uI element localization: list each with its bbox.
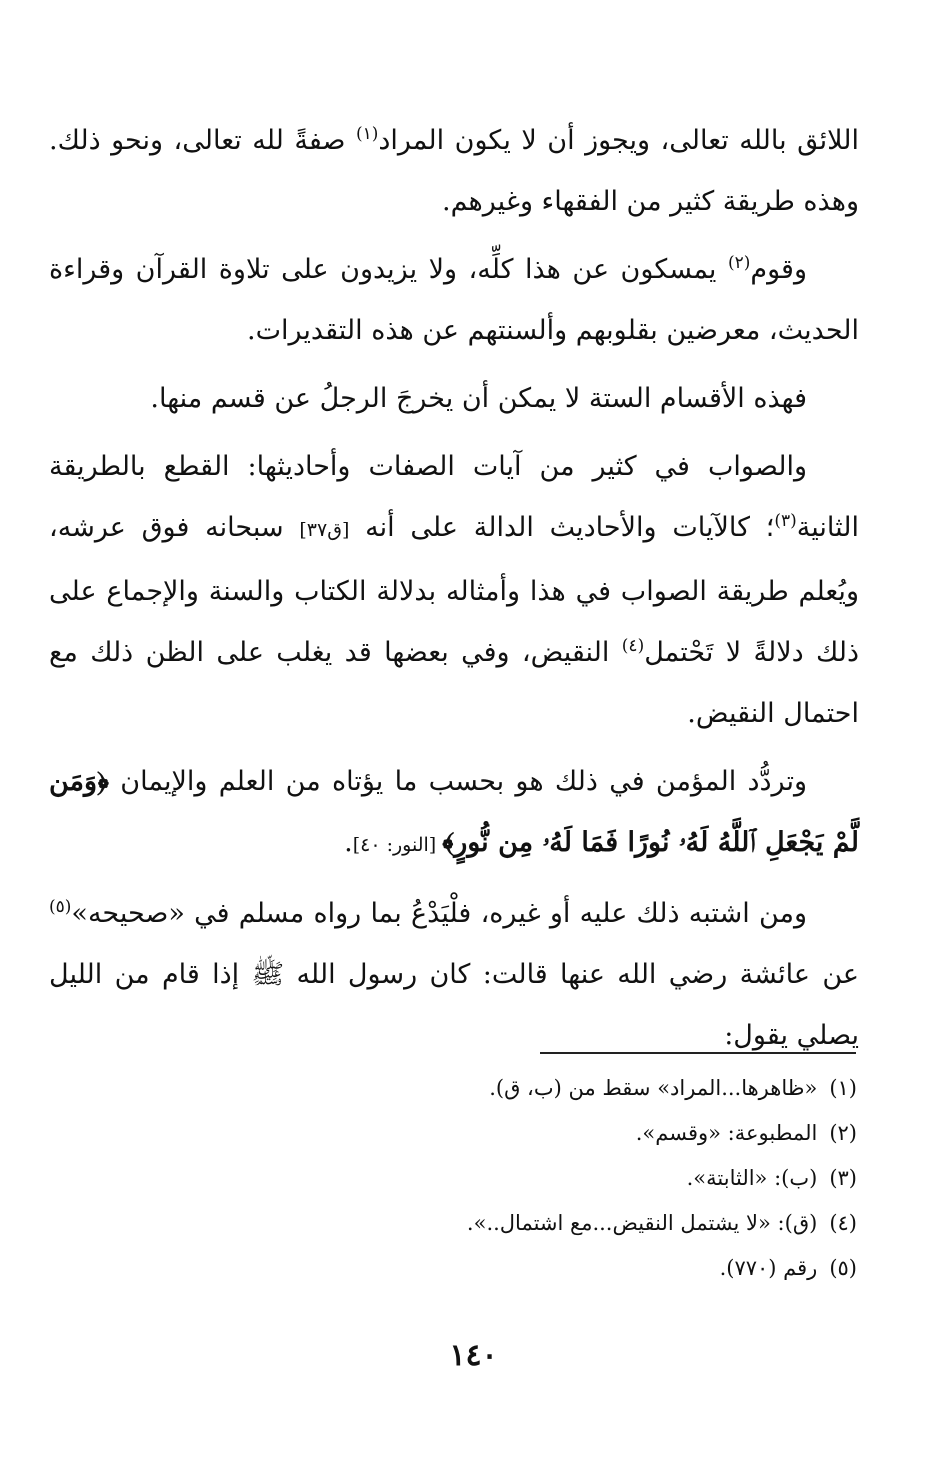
paragraph-text: . [344,827,353,858]
footnote-item [157,1246,857,1291]
footnote-text: «ظاهرها...المراد» سقط من (ب، ق). [489,1076,818,1100]
footnote-number: (١) [829,1076,857,1100]
paragraph-text: النقيض، وفي بعضها قد يغلب على الظن ذلك مع احتمال النقيض. [49,637,859,729]
paragraph-text: وقوم [750,254,807,285]
footnote-number: (٥) [829,1256,857,1280]
paragraph-text: ؛ كالآيات والأحاديث الدالة على أنه [349,512,775,543]
footnote-marker-2: (٢) [727,253,751,273]
footnote-text: (ق): «لا يشتمل النقيض...مع اشتمال..». [466,1211,818,1235]
footnote-number: (٢) [829,1121,857,1145]
paragraph-5 [49,751,859,876]
paragraph-1 [49,110,859,232]
footnote-number: (٣) [829,1166,857,1190]
paragraph-3 [49,368,859,429]
verse-citation: [النور: ٤٠] [352,834,443,856]
paragraph-2 [49,239,859,361]
paragraph-text: فهذه الأقسام الستة لا يمكن أن يخرجَ الرجلُ عن قسم منها. [150,383,807,414]
footnote-marker-4: (٤) [621,636,645,656]
paragraph-text: سبحانه فوق عرشه، ويُعلم طريقة الصواب في هذا وأمثاله بدلالة الكتاب والسنة والإجماع على ذلك دلالةً لا تَحْتمل [49,512,859,668]
paragraph-text: وتردُّد المؤمن في ذلك هو بحسب ما يؤتاه من العلم والإيمان [109,766,807,797]
paragraph-text: اللائق بالله تعالى، ويجوز أن لا يكون المراد [378,125,860,156]
footnote-text: رقم (٧٧٠). [719,1256,818,1280]
paragraph-4 [49,436,859,744]
page-number: ١٤٠ [449,1338,498,1373]
footnote-marker-5: (٥) [49,897,72,917]
footnote-item [157,1066,857,1111]
paragraph-text: عن عائشة رضي الله عنها قالت: كان رسول الله ﷺ إذا قام من الليل يصلي يقول: [49,959,859,1051]
paragraph-text: صفةً لله تعالى، ونحو ذلك. وهذه طريقة كثير من الفقهاء وغيرهم. [49,125,859,217]
manuscript-page-marker: [ق٣٧] [299,519,350,541]
footnote-marker-1: (١) [355,124,379,144]
footnote-item [157,1156,857,1201]
footnote-marker-3: (٣) [774,511,797,531]
footnote-number: (٤) [829,1211,857,1235]
footnotes-list [157,1066,857,1291]
paragraph-text: والصواب في كثير من آيات الصفات وأحاديثها: القطع بالطريقة الثانية [49,451,859,543]
footnote-text: المطبوعة: «وقسم». [635,1121,818,1145]
footnote-text: (ب): «الثابتة». [686,1166,818,1190]
paragraph-text: ومن اشتبه ذلك عليه أو غيره، فلْيَدْعُ بما رواه مسلم في «صحيحه» [71,898,807,929]
quran-verse: ﴿وَمَن لَّمْ يَجْعَلِ ٱللَّهُ لَهُۥ نُورًا فَمَا لَهُۥ مِن نُّورٍ﴾ [49,766,859,858]
paragraph-6 [49,883,859,1066]
paragraph-text: يمسكون عن هذا كلِّه، ولا يزيدون على تلاوة القرآن وقراءة الحديث، معرضين بقلوبهم وألسنتهم عن هذه التقديرات. [49,254,859,346]
footnote-divider [540,1052,856,1054]
footnote-item [157,1111,857,1156]
main-text [49,110,859,1073]
footnote-item [157,1201,857,1246]
